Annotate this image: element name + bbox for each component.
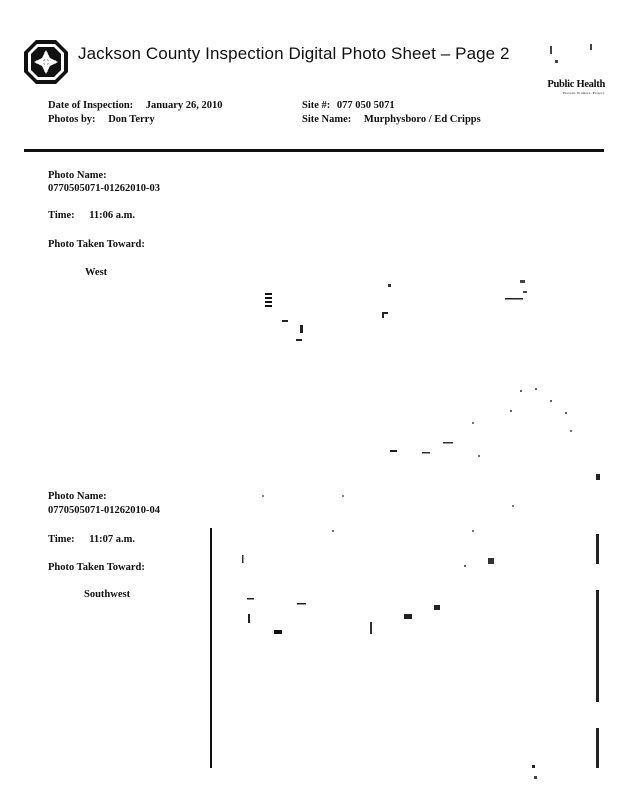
scan-mark	[550, 46, 552, 54]
header-divider	[24, 149, 604, 152]
page-title: Jackson County Inspection Digital Photo Sheet – Page 2	[78, 44, 510, 63]
photos-by	[48, 114, 155, 125]
date-label: Date of Inspection:	[48, 100, 134, 111]
brand-tagline: Prevent. Promote. Protect.	[562, 90, 605, 95]
photo1-image	[210, 160, 605, 480]
photo1-time-value: 11:06 a.m.	[89, 210, 136, 221]
photo2-time-label: Time:	[48, 534, 75, 545]
brand-name: Public Health	[547, 79, 605, 90]
photo2-image	[212, 490, 605, 790]
scan-mark	[590, 44, 592, 50]
scan-mark	[534, 776, 537, 779]
site-name-label: Site Name:	[302, 114, 352, 125]
scan-mark	[596, 474, 600, 480]
site-name-value: Murphysboro / Ed Cripps	[363, 114, 481, 125]
photo1-name: 0770505071-01262010-03	[48, 183, 160, 194]
photos-by-label: Photos by:	[48, 114, 96, 125]
photo2-direction: Southwest	[84, 589, 131, 600]
photo2-name: 0770505071-01262010-04	[48, 505, 160, 516]
site-name	[302, 114, 481, 125]
photo2-name-label: Photo Name:	[48, 491, 107, 502]
site-value: 077 050 5071	[336, 100, 395, 111]
date-value: January 26, 2010	[145, 100, 223, 111]
public-health-brand	[547, 80, 605, 95]
photo1-time-label: Time:	[48, 210, 75, 221]
scan-mark	[555, 60, 558, 63]
scan-mark	[596, 534, 599, 564]
site-label: Site #:	[302, 100, 331, 111]
photo1-time	[48, 210, 135, 221]
photo2-time	[48, 534, 135, 545]
photo1-toward-label: Photo Taken Toward:	[48, 239, 145, 250]
photo1-name-label: Photo Name:	[48, 170, 107, 181]
public-health-logo-icon	[22, 38, 70, 86]
photo2-time-value: 11:07 a.m.	[89, 534, 136, 545]
site-number	[302, 100, 395, 111]
scan-mark	[596, 728, 599, 768]
date-of-inspection	[48, 100, 223, 111]
photo1-direction: West	[85, 267, 108, 278]
photo2-toward-label: Photo Taken Toward:	[48, 562, 145, 573]
scan-mark	[596, 590, 599, 702]
photos-by-value: Don Terry	[108, 114, 155, 125]
